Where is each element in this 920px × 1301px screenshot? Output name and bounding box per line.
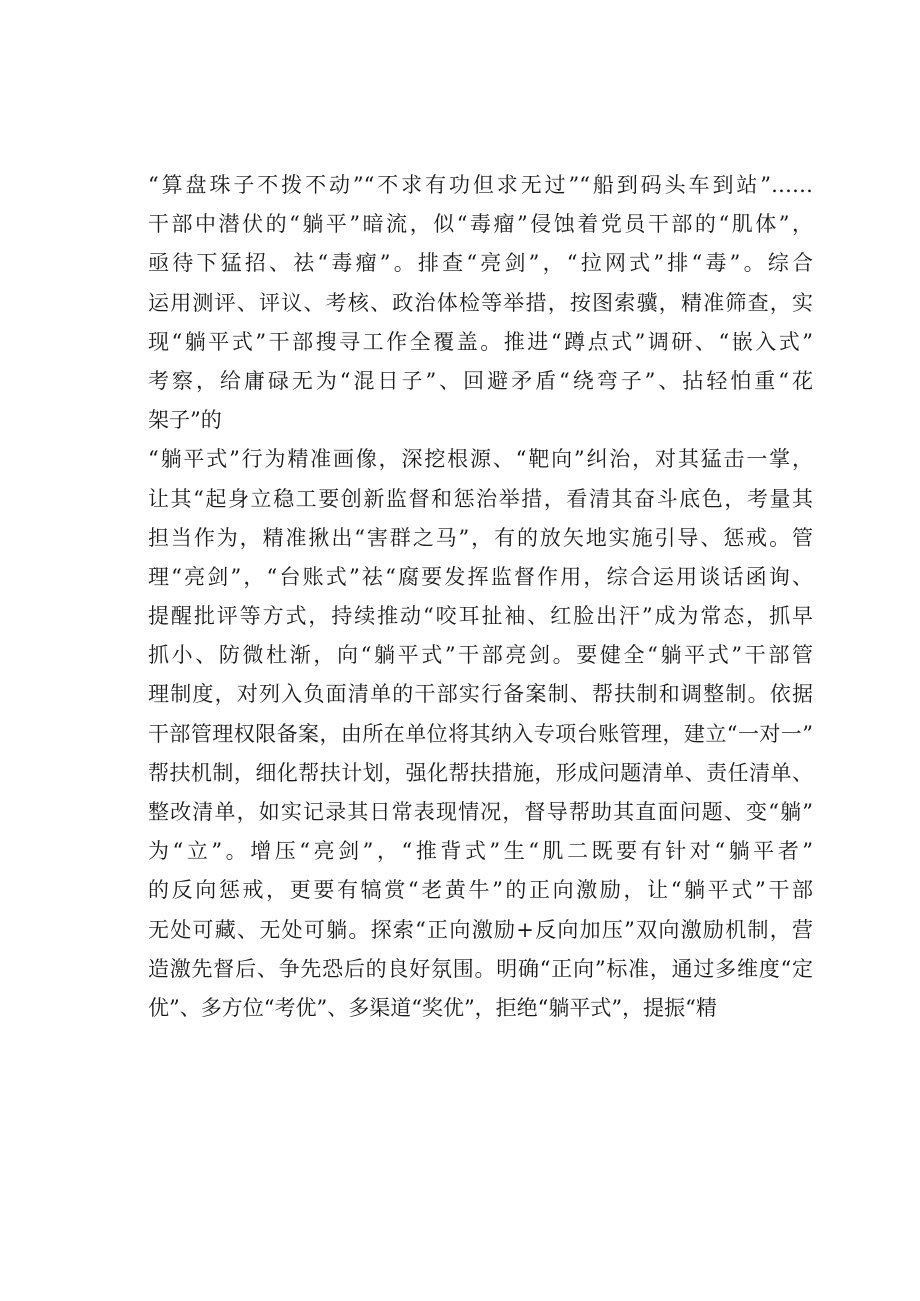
text-line: 运用测评、评议、考核、政治体检等举措，按图索骥，精准筛查，实 <box>148 290 813 315</box>
text-line: 理制度，对列入负面清单的干部实行备案制、帮扶制和调整制。依据 <box>148 682 813 707</box>
text-line: “躺平式”行为精准画像，深挖根源、“靶向”纠治，对其猛击一掌， <box>148 447 813 472</box>
text-line: 干部中潜伏的“躺平”暗流，似“毒瘤”侵蚀着党员干部的“肌体”， <box>148 212 813 237</box>
text-line: 为“立”。增压“亮剑”，“推背式”生“肌二既要有针对“躺平者” <box>148 839 813 864</box>
text-line: 亟待下猛招、祛“毒瘤”。排查“亮剑”，“拉网式”排“毒”。综合 <box>148 251 813 276</box>
text-line: 考察，给庸碌无为“混日子”、回避矛盾“绕弯子”、拈轻怕重“花 <box>148 368 813 393</box>
text-line: 整改清单，如实记录其日常表现情况，督导帮助其直面问题、变“躺” <box>148 800 813 824</box>
text-line: “算盘珠子不拨不动”“不求有功但求无过”“船到码头车到站”…… <box>148 173 813 197</box>
text-line: 的反向惩戒，更要有犒赏“老黄牛”的正向激励，让“躺平式”干部 <box>148 878 813 903</box>
text-line: 干部管理权限备案，由所在单位将其纳入专项台账管理，建立“一对一” <box>148 721 813 746</box>
text-line: 理“亮剑”，“台账式”祛“腐要发挥监督作用，综合运用谈话函询、 <box>148 564 813 589</box>
text-line: 现“躺平式”干部搜寻工作全覆盖。推进“蹲点式”调研、“嵌入式” <box>148 329 813 354</box>
text-line: 让其“起身立稳工要创新监督和惩治举措，看清其奋斗底色，考量其 <box>148 486 813 511</box>
text-line: 造激先督后、争先恐后的良好氛围。明确“正向”标准，通过多维度“定 <box>148 956 813 981</box>
text-line: 提醒批评等方式，持续推动“咬耳扯袖、红脸出汗”成为常态，抓早 <box>148 604 813 629</box>
text-line: 架子”的 <box>148 408 222 433</box>
body-text <box>148 166 813 1028</box>
text-line: 无处可藏、无处可躺。探索“正向激励+反向加压”双向激励机制，营 <box>148 917 813 942</box>
text-line: 优”、多方位“考优”、多渠道“奖优”，拒绝“躺平式”，提振“精 <box>148 995 717 1020</box>
text-line: 抓小、防微杜渐，向“躺平式”干部亮剑。要健全“躺平式”干部管 <box>148 643 813 668</box>
text-line: 帮扶机制，细化帮扶计划，强化帮扶措施，形成问题清单、责任清单、 <box>148 760 813 785</box>
text-line: 担当作为，精准揪出“害群之马”，有的放矢地实施引导、惩戒。管 <box>148 525 813 550</box>
